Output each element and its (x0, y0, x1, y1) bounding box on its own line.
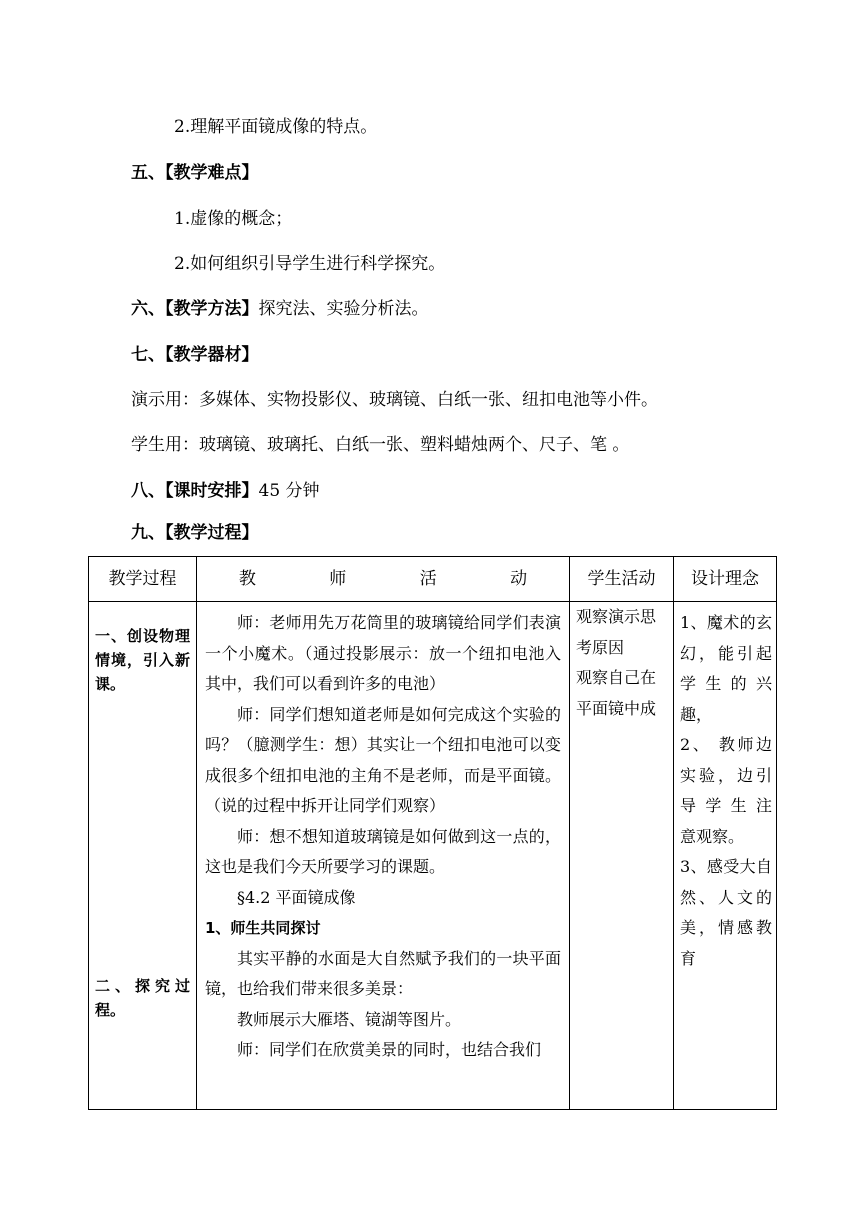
section-7-title: 【教学器材】 (165, 345, 259, 365)
difficulty-item-2: 2.如何组织引导学生进行科学探究。 (174, 254, 446, 274)
teacher-paragraph: 师：同学们在欣赏美景的同时，也结合我们 (237, 1040, 542, 1059)
section-5-title: 【教学难点】 (165, 163, 259, 183)
section-6-text: 探究法、实验分析法。 (258, 299, 429, 319)
section-7-heading (131, 344, 259, 366)
section-8-text: 45 分钟 (258, 481, 320, 501)
section-7-number: 七、 (131, 345, 165, 365)
lesson-title: §4.2 平面镜成像 (237, 887, 356, 907)
section-5-number: 五、 (131, 163, 165, 183)
section-6-number: 六、 (131, 299, 165, 319)
teacher-paragraph: 师：老师用先万花筒里的玻璃镜给同学们表演一个小魔术。（通过投影展示：放一个纽扣电池入其中，我们可以看到许多的电池） (205, 613, 561, 693)
section-9-heading (131, 522, 259, 544)
teaching-process-table (88, 556, 777, 1110)
header-student-activity: 学生活动 (570, 557, 674, 602)
stage-column (89, 602, 197, 1110)
header-teacher-char: 活 (419, 568, 437, 589)
header-teacher-activity (197, 557, 570, 602)
section-8-heading (131, 480, 320, 502)
section-8-title: 【课时安排】 (165, 481, 259, 501)
subsection-heading: 1、师生共同探讨 (205, 919, 321, 937)
section-6-title: 【教学方法】 (165, 299, 259, 319)
design-concept-3: 3、感受大自然、人文的美，情感教育 (680, 857, 772, 968)
teacher-paragraph: 师：同学们想知道老师是如何完成这个实验的吗？（臆测学生：想）其实让一个纽扣电池可以变成很多个纽扣电池的主角不是老师，而是平面镜。（说的过程中拆开让同学们观察） (205, 704, 561, 815)
teacher-paragraph: 教师展示大雁塔、镜湖等图片。 (237, 1009, 462, 1029)
teacher-paragraph: 师：想不想知道玻璃镜是如何做到这一点的，这也是我们今天所要学习的课题。 (205, 826, 561, 876)
header-teacher-char: 师 (329, 568, 347, 589)
equipment-student: 学生用：玻璃镜、玻璃托、白纸一张、塑料蜡烛两个、尺子、笔 。 (131, 435, 630, 455)
section-6-heading (131, 298, 429, 320)
section-9-title: 【教学过程】 (165, 523, 259, 543)
stage-label-2: 二、探究过程。 (95, 977, 190, 1019)
design-concept-column (674, 602, 777, 1110)
student-activity-column (570, 602, 674, 1110)
equipment-demo: 演示用：多媒体、实物投影仪、玻璃镜、白纸一张、纽扣电池等小件。 (131, 390, 658, 410)
section-5-heading (131, 162, 259, 184)
header-teacher-char: 教 (238, 568, 256, 589)
section-8-number: 八、 (131, 481, 165, 501)
student-activity-2: 观察自己在平面镜中成 (576, 668, 657, 718)
goal-item-2: 2.理解平面镜成像的特点。 (174, 117, 378, 137)
section-9-number: 九、 (131, 523, 165, 543)
teacher-paragraph: 其实平静的水面是大自然赋予我们的一块平面镜，也给我们带来很多美景： (205, 948, 561, 998)
design-concept-1: 1、魔术的玄幻，能引起学 生 的 兴趣， (680, 613, 772, 724)
teacher-activity-column (197, 602, 570, 1110)
table-row (89, 602, 777, 1110)
design-concept-2: 2、 教师边实验，边引导 学 生 注意观察。 (680, 735, 772, 846)
table-header-row (89, 557, 777, 602)
header-teacher-char: 动 (510, 568, 528, 589)
difficulty-item-1: 1.虚像的概念； (174, 209, 293, 229)
header-stage: 教学过程 (89, 557, 197, 602)
header-design-concept: 设计理念 (674, 557, 777, 602)
student-activity-1: 观察演示思考原因 (576, 607, 657, 657)
stage-label-1: 一、创设物理情境，引入新课。 (95, 627, 190, 693)
